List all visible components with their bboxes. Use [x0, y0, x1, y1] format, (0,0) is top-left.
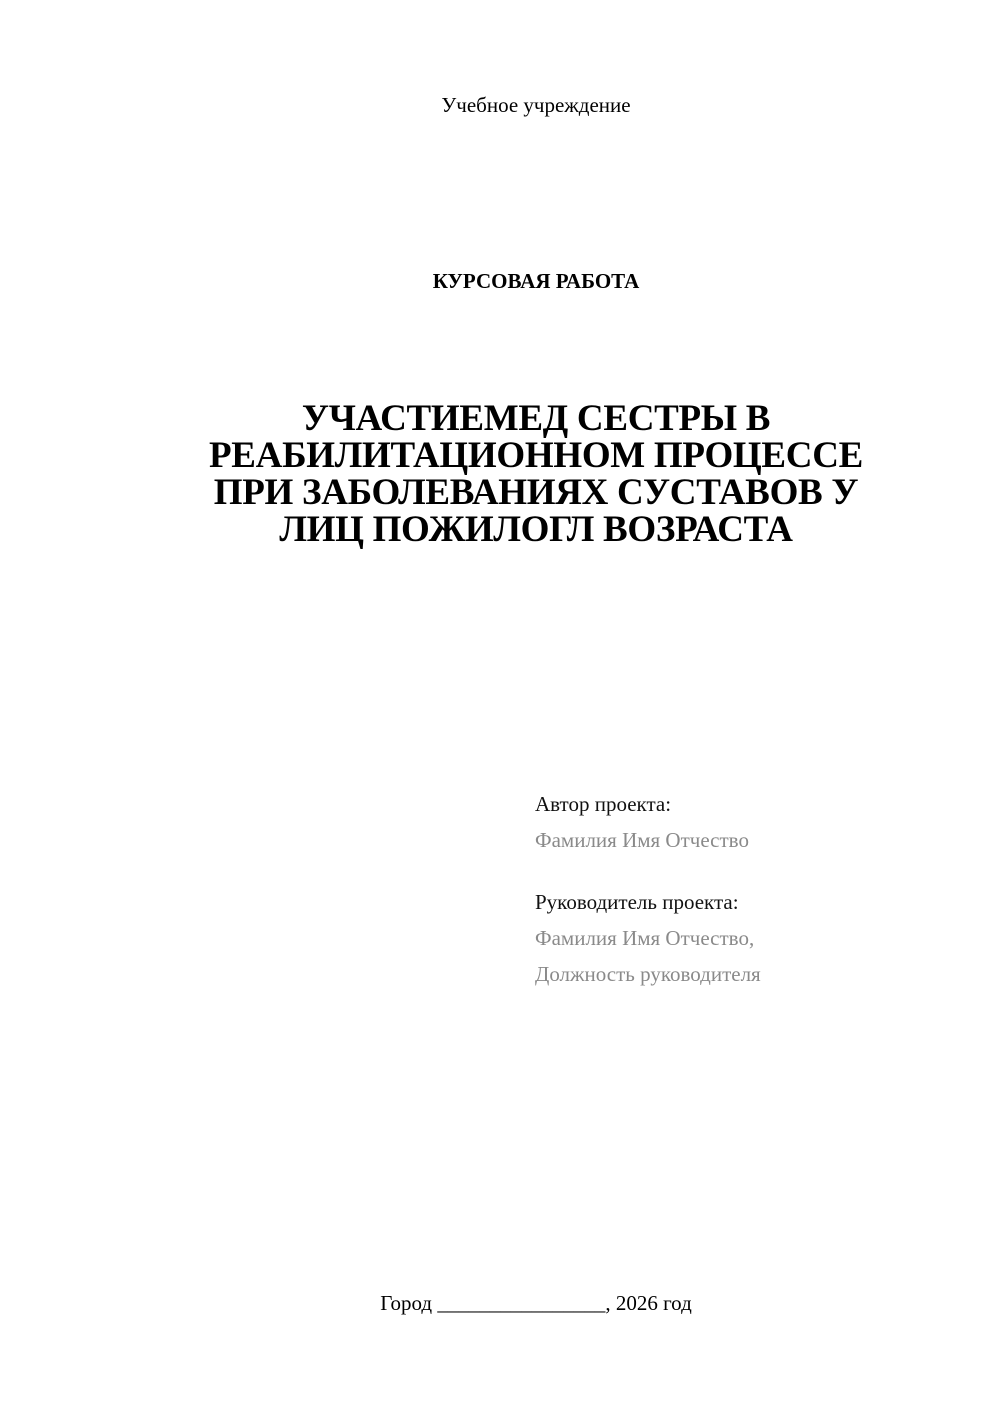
supervisor-position: Должность руководителя: [535, 962, 761, 986]
author-block: [535, 786, 761, 858]
title-line: УЧАСТИЕМЕД СЕСТРЫ В: [301, 398, 771, 439]
author-label: Автор проекта:: [535, 792, 672, 816]
document-title: [150, 400, 922, 548]
supervisor-block: [535, 884, 761, 992]
city-year-footer: Город ________________, 2026 год: [380, 1291, 692, 1315]
credits-block: [535, 786, 761, 1018]
title-line: РЕАБИЛИТАЦИОННОМ ПРОЦЕССЕ: [208, 435, 864, 476]
supervisor-label: Руководитель проекта:: [535, 890, 739, 914]
title-line: ПРИ ЗАБОЛЕВАНИЯХ СУСТАВОВ У: [213, 472, 859, 513]
title-line: ЛИЦ ПОЖИЛОГЛ ВОЗРАСТА: [279, 509, 793, 550]
institution-name: Учебное учреждение: [441, 93, 631, 117]
supervisor-name: Фамилия Имя Отчество,: [535, 926, 755, 950]
author-name: Фамилия Имя Отчество: [535, 828, 749, 852]
work-type-heading: КУРСОВАЯ РАБОТА: [432, 269, 640, 293]
